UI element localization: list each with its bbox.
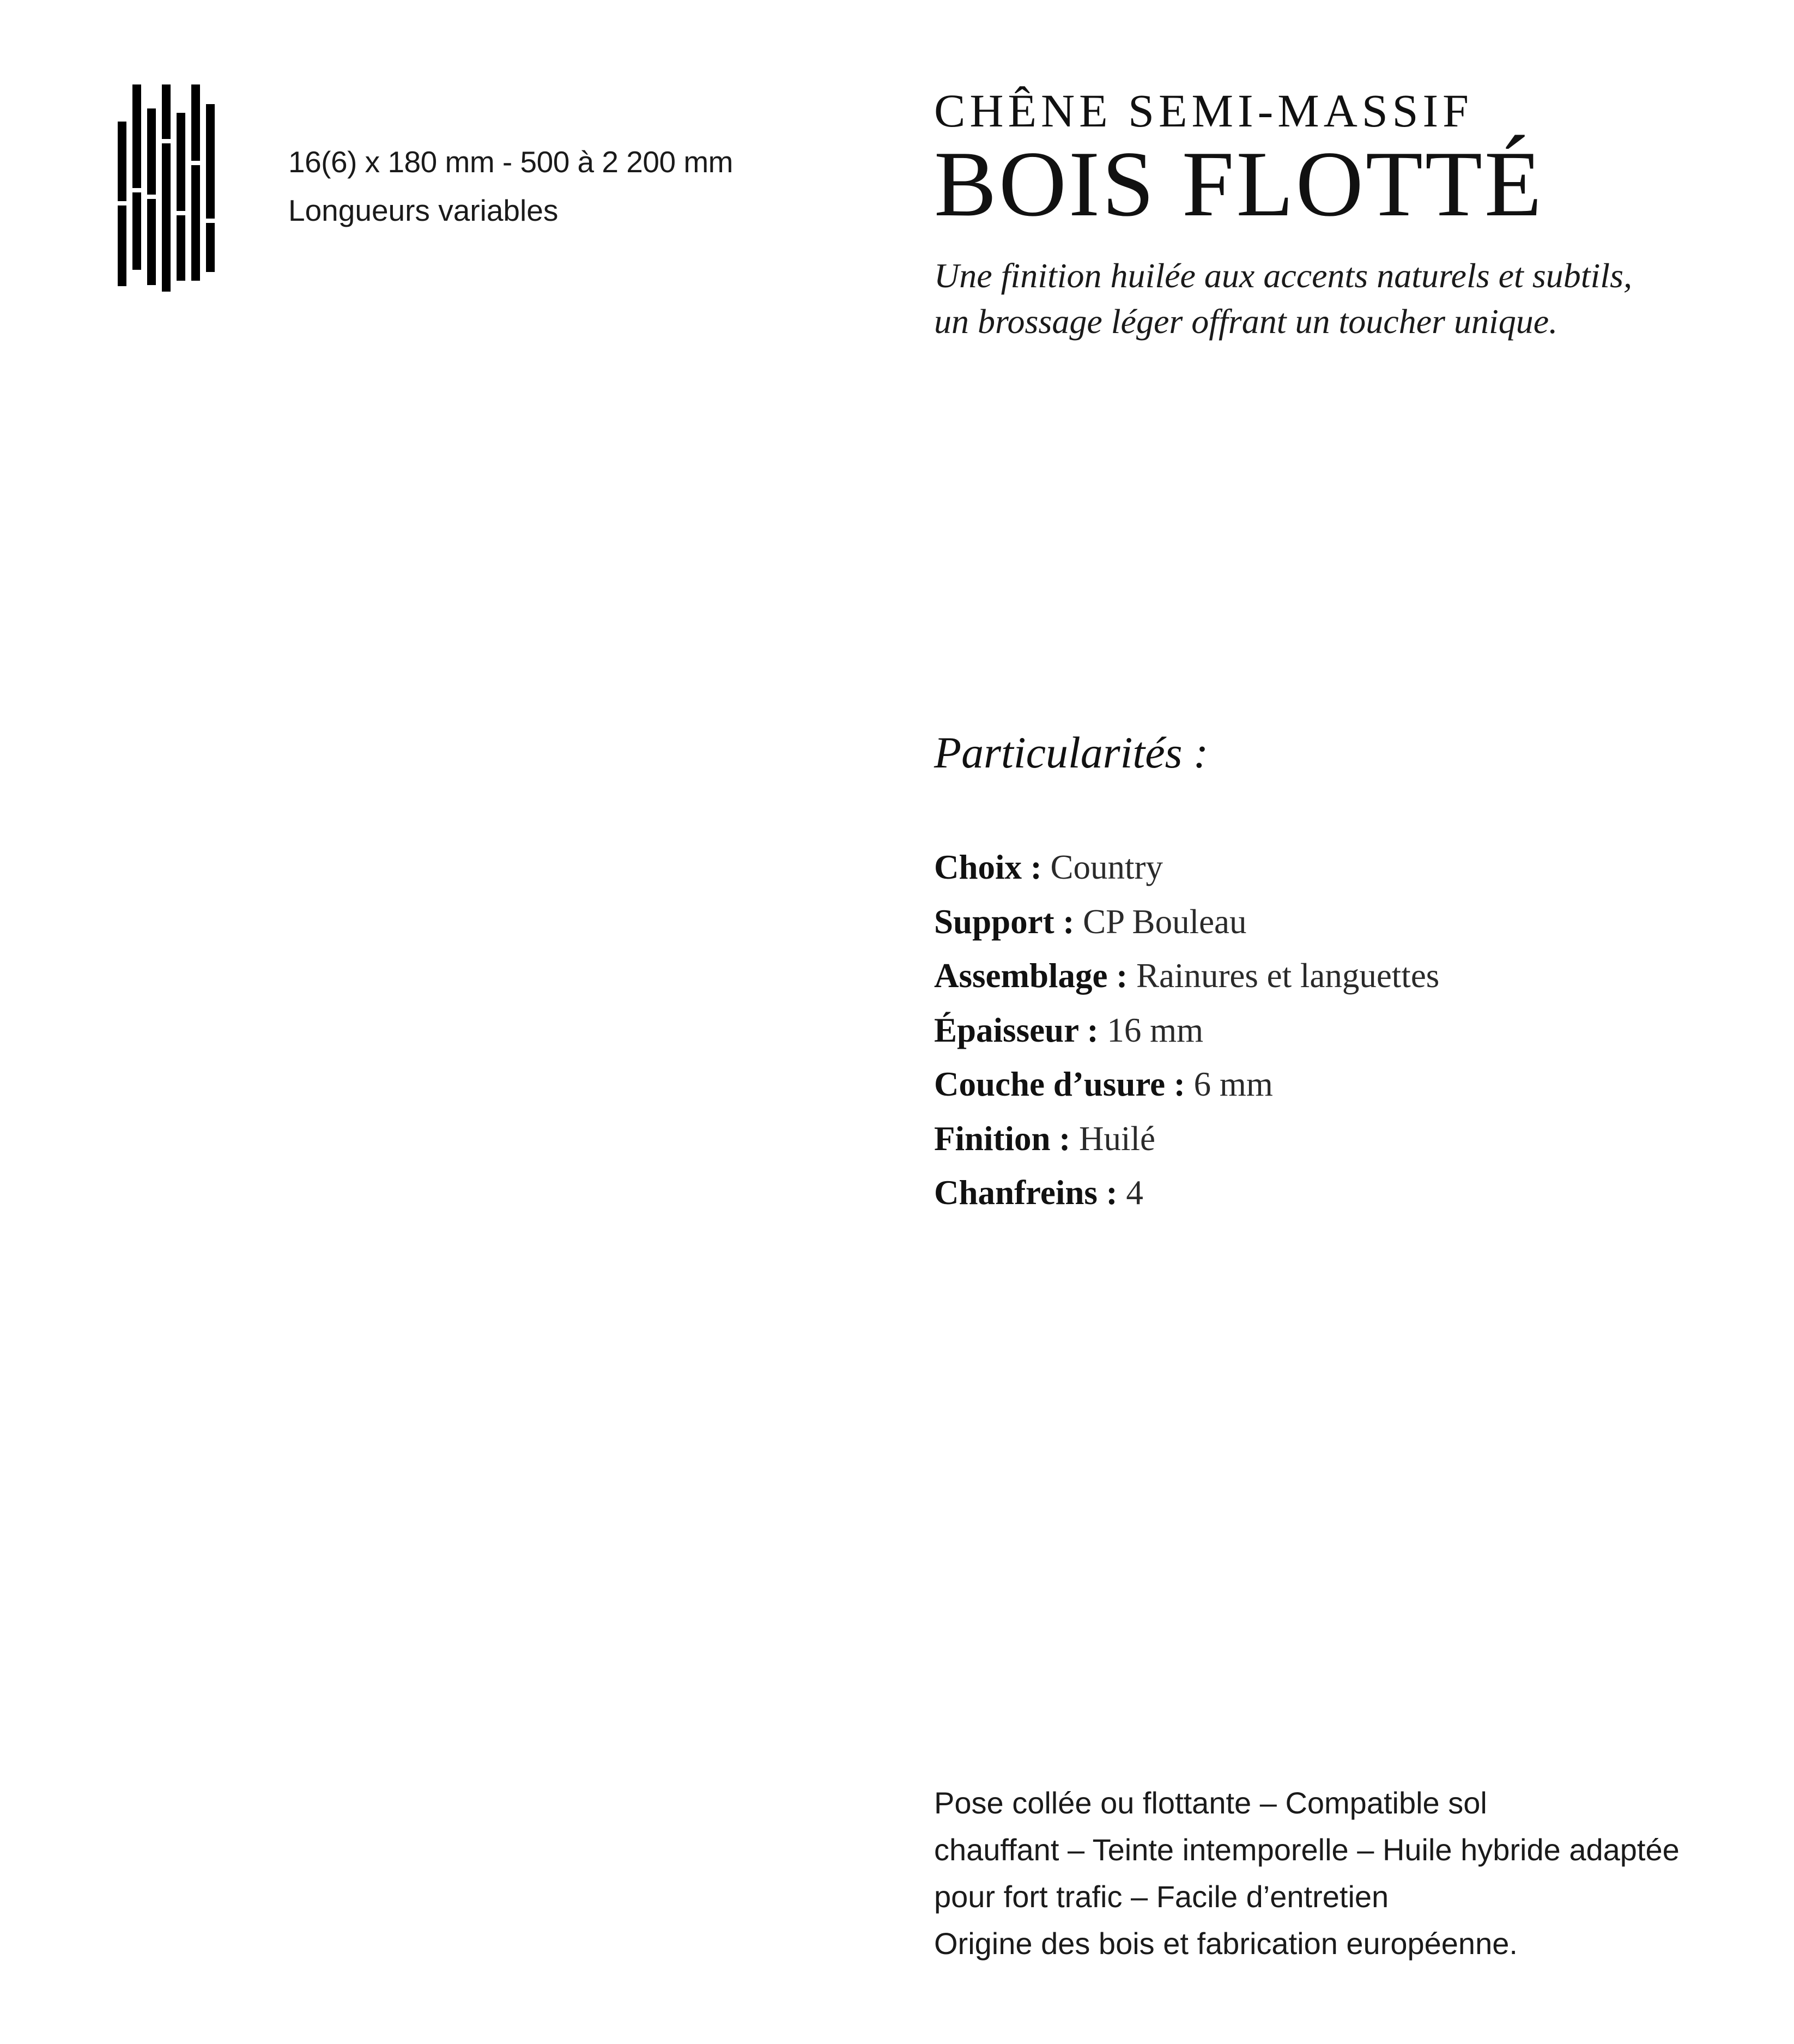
feature-label: Épaisseur :: [934, 1011, 1099, 1049]
feature-support: [934, 895, 1751, 950]
feature-value: 6 mm: [1193, 1065, 1273, 1103]
feature-choix: [934, 840, 1751, 895]
footer-line-4: Origine des bois et fabrication européenne.: [934, 1926, 1518, 1961]
footer-line-1: Pose collée ou flottante – Compatible sol: [934, 1786, 1487, 1820]
feature-value: 16 mm: [1107, 1011, 1204, 1049]
feature-value: Rainures et languettes: [1136, 957, 1440, 995]
dimensions-block: [288, 147, 733, 226]
feature-value: Country: [1050, 848, 1163, 886]
product-category: CHÊNE SEMI-MASSIF: [934, 84, 1473, 137]
feature-label: Assemblage :: [934, 957, 1128, 995]
feature-value: Huilé: [1079, 1119, 1155, 1158]
feature-assemblage: [934, 949, 1751, 1003]
dimensions-text: 16(6) x 180 mm - 500 à 2 200 mm: [288, 145, 733, 179]
lengths-text: Longueurs variables: [288, 193, 559, 227]
feature-chanfreins: [934, 1166, 1751, 1220]
features-heading: Particularités :: [934, 728, 1209, 777]
feature-label: Choix :: [934, 848, 1042, 886]
footer-line-2: chauffant – Teinte intemporelle – Huile hybride adaptée: [934, 1833, 1680, 1867]
product-tagline: [934, 253, 1751, 344]
tagline-line-2: un brossage léger offrant un toucher unique.: [934, 302, 1558, 341]
plank-pattern-icon: [118, 84, 216, 292]
feature-label: Support :: [934, 902, 1075, 941]
product-title: BOIS FLOTTÉ: [934, 132, 1544, 236]
product-header: [934, 84, 1751, 344]
feature-value: 4: [1126, 1174, 1143, 1212]
features-section: [934, 730, 1751, 1220]
feature-couche-usure: [934, 1057, 1751, 1112]
feature-label: Finition :: [934, 1119, 1071, 1158]
tagline-line-1: Une finition huilée aux accents naturels et subtils,: [934, 256, 1632, 295]
feature-value: CP Bouleau: [1083, 902, 1247, 941]
feature-epaisseur: [934, 1003, 1751, 1058]
feature-finition: [934, 1112, 1751, 1166]
feature-label: Chanfreins :: [934, 1174, 1118, 1212]
feature-label: Couche d’usure :: [934, 1065, 1185, 1103]
features-list: [934, 840, 1751, 1220]
footer-line-3: pour fort trafic – Facile d’entretien: [934, 1879, 1389, 1914]
footer-description: [934, 1780, 1751, 1967]
